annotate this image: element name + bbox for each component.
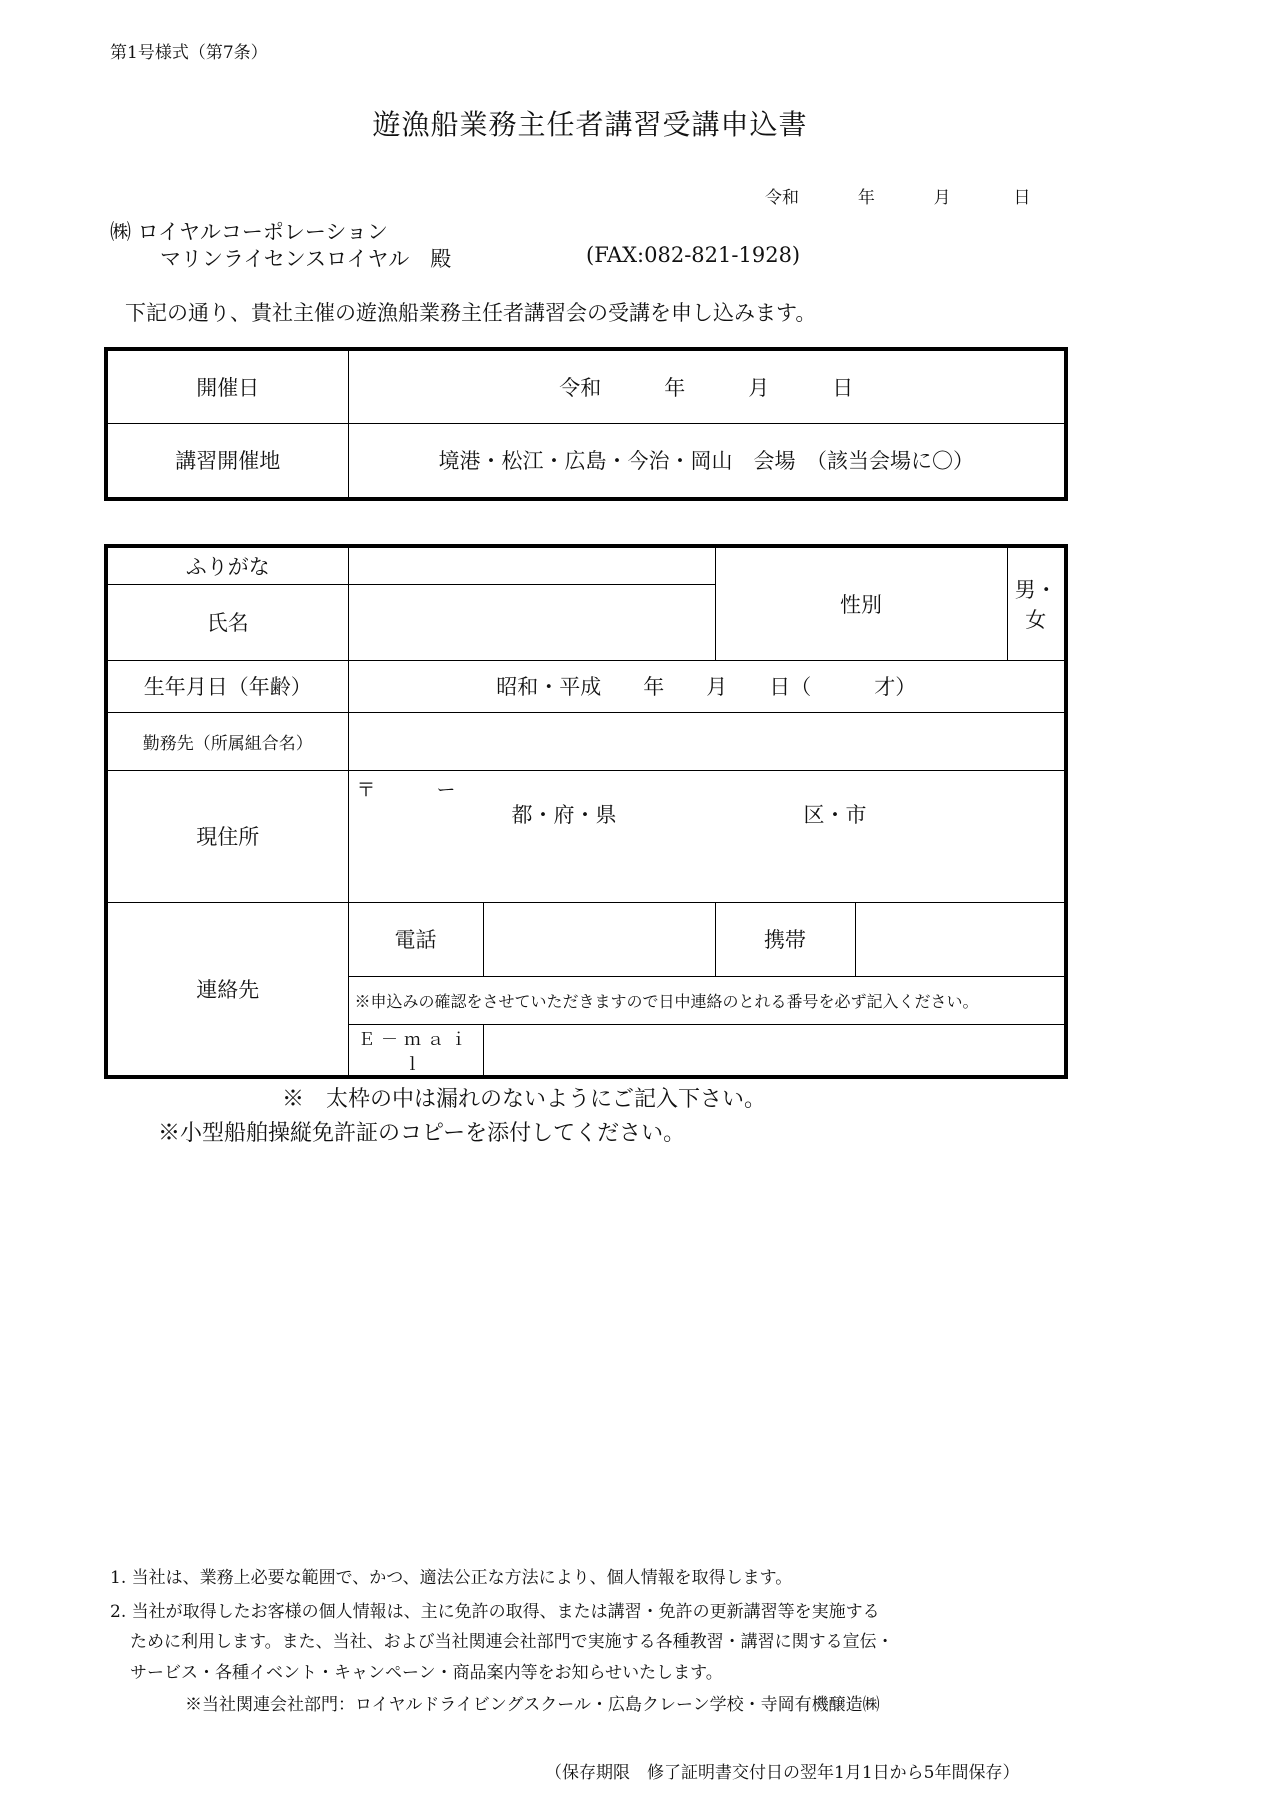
date-day: 日 (1013, 188, 1031, 208)
session-table (104, 347, 1068, 501)
intro-text: 下記の通り、貴社主催の遊漁船業務主任者講習会の受講を申し込みます。 (125, 301, 817, 325)
mobile-label: 携帯 (715, 902, 855, 976)
venue-field[interactable]: 境港・松江・広島・今治・岡山 会場 （該当会場に〇） (348, 423, 1066, 499)
retention-period: （保存期限 修了証明書交付日の翌年1月1日から5年間保存） (545, 1763, 1020, 1783)
session-date-field[interactable]: 令和 年 月 日 (348, 349, 1066, 423)
postal-dash: ー (436, 778, 456, 801)
phone-label: 電話 (348, 902, 483, 976)
postal-mark: 〒 (356, 778, 376, 801)
name-label: 氏名 (106, 584, 348, 660)
note-license-copy: ※小型船舶操縦免許証のコピーを添付してください。 (158, 1121, 686, 1146)
recipient-company: ㈱ ロイヤルコーポレーション (110, 220, 388, 244)
city-text: 区・市 (803, 802, 867, 827)
applicant-table (104, 544, 1068, 1079)
application-date (765, 183, 1030, 208)
date-era: 令和 (765, 188, 799, 208)
note-thick-frame: ※ 太枠の中は漏れのないようにご記入下さい。 (282, 1087, 767, 1112)
email-label: Ｅ－ｍａｉｌ (348, 1024, 483, 1077)
privacy-item-1: 1. 当社は、業務上必要な範囲で、かつ、適法公正な方法により、個人情報を取得します。 (110, 1568, 793, 1588)
furigana-field[interactable] (348, 546, 715, 584)
furigana-label: ふりがな (106, 546, 348, 584)
privacy-item-2: 2. 当社が取得したお客様の個人情報は、主に免許の取得、または講習・免許の更新講習等を実施する (110, 1602, 880, 1622)
address-field[interactable] (348, 770, 1066, 902)
session-date-label: 開催日 (106, 349, 348, 423)
address-label: 現住所 (106, 770, 348, 902)
email-field[interactable] (483, 1024, 1066, 1077)
privacy-item-2-cont2: サービス・各種イベント・キャンペーン・商品案内等をお知らせいたします。 (130, 1663, 723, 1683)
prefecture-text: 都・府・県 (511, 802, 617, 827)
birthdate-label: 生年月日（年齢） (106, 660, 348, 712)
name-field[interactable] (348, 584, 715, 660)
workplace-label: 勤務先（所属組合名） (106, 712, 348, 770)
form-number: 第1号様式（第7条） (110, 43, 268, 63)
birthdate-field[interactable]: 昭和・平成 年 月 日（ 才） (348, 660, 1066, 712)
recipient-fax: (FAX:082-821-1928) (586, 243, 801, 267)
recipient-department: マリンライセンスロイヤル 殿 (160, 247, 452, 271)
page-title: 遊漁船業務主任者講習受講申込書 (372, 108, 808, 141)
contact-label: 連絡先 (106, 902, 348, 1077)
contact-note: ※申込みの確認をさせていただきますので日中連絡のとれる番号を必ず記入ください。 (348, 976, 1066, 1024)
mobile-field[interactable] (855, 902, 1066, 976)
gender-label: 性別 (715, 546, 1007, 660)
gender-field[interactable]: 男・女 (1007, 546, 1066, 660)
venue-label: 講習開催地 (106, 423, 348, 499)
workplace-field[interactable] (348, 712, 1066, 770)
privacy-affiliates: ※当社関連会社部門：ロイヤルドライビングスクール・広島クレーン学校・寺岡有機醸造㈱ (185, 1695, 880, 1715)
date-year: 年 (857, 188, 875, 208)
privacy-item-2-cont: ために利用します。また、当社、および当社関連会社部門で実施する各種教習・講習に関する宣伝・ (130, 1632, 894, 1652)
date-month: 月 (933, 188, 951, 208)
phone-field[interactable] (483, 902, 715, 976)
